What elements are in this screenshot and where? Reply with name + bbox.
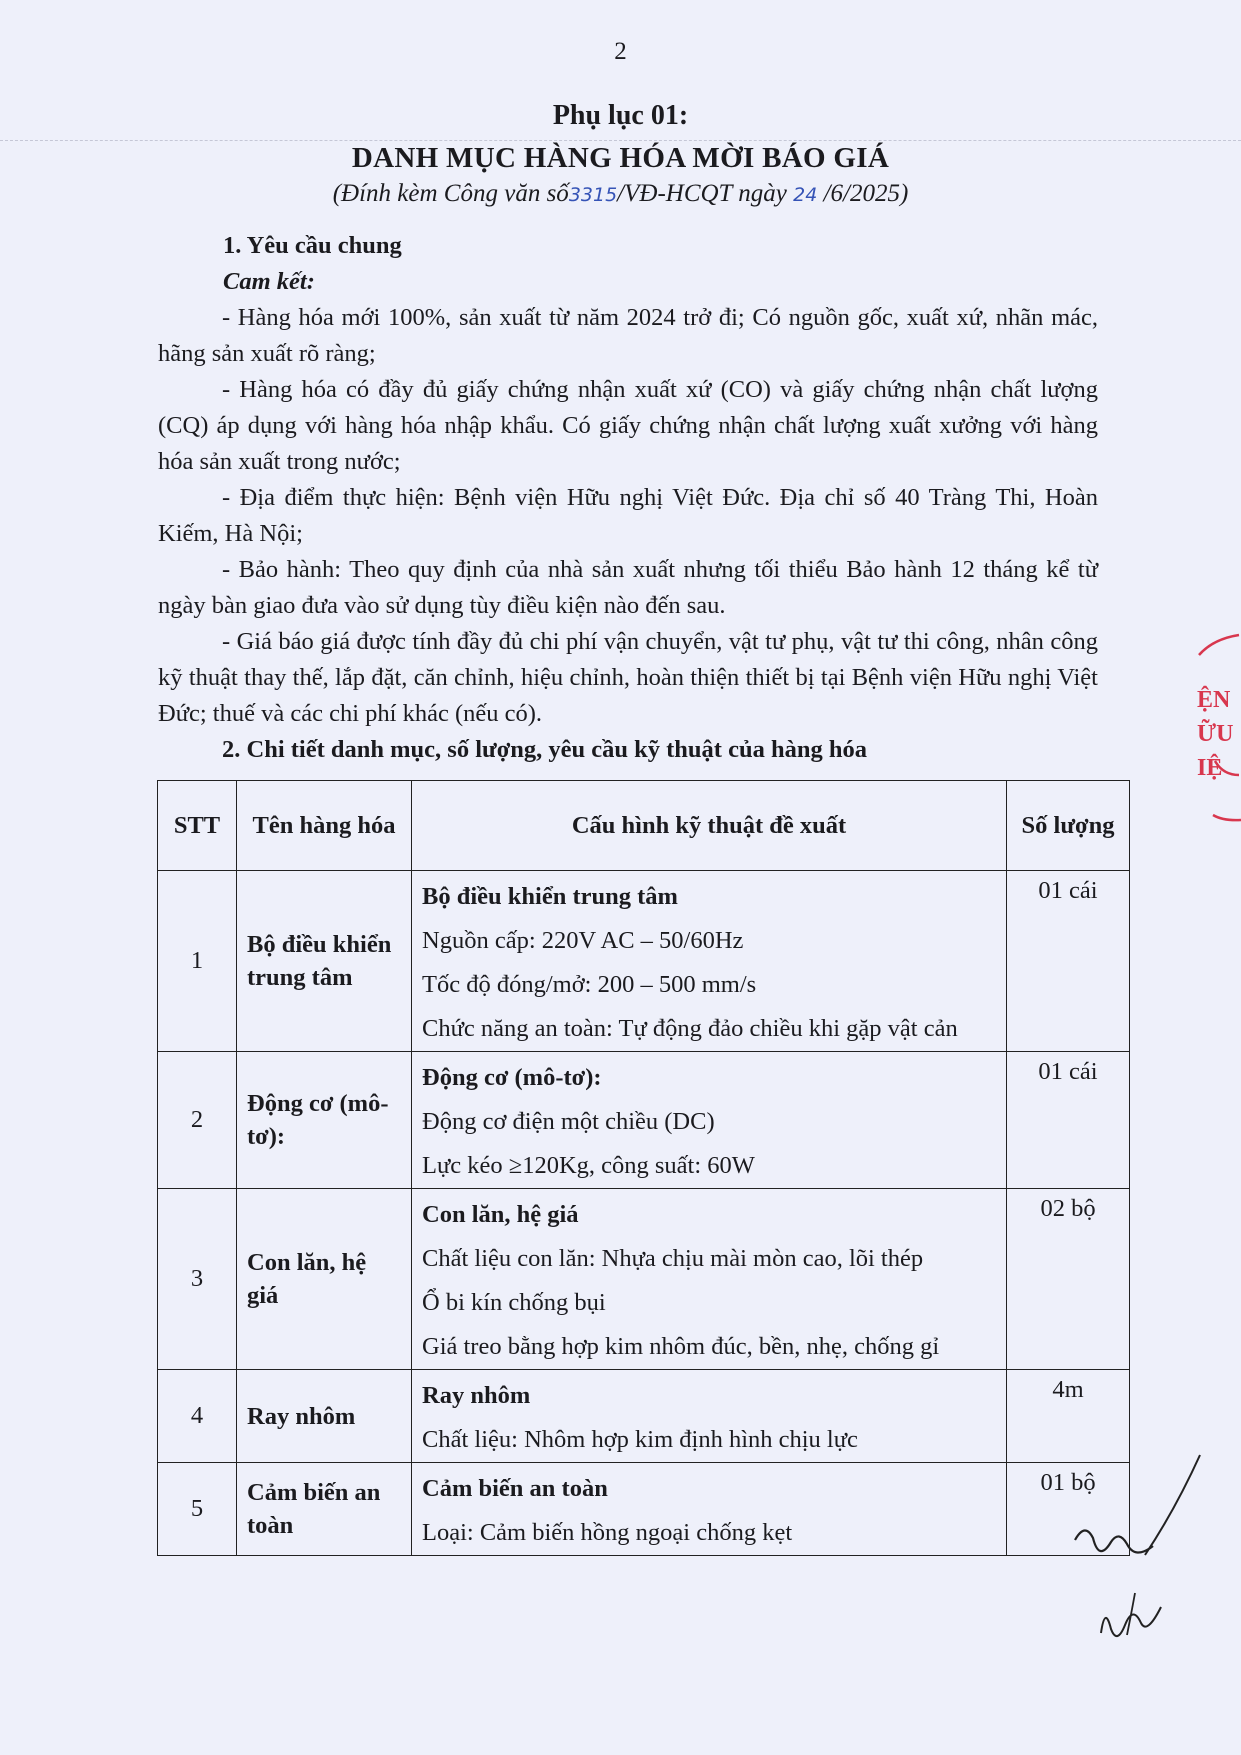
seal-text-line: IỆ [1197, 755, 1223, 781]
row-stt: 3 [158, 1189, 237, 1370]
row-name: Con lăn, hệ giá [237, 1189, 412, 1370]
spec-line: Tốc độ đóng/mở: 200 – 500 mm/s [422, 971, 757, 998]
paragraph-2: - Hàng hóa có đầy đủ giấy chứng nhận xuất xứ (CO) và giấy chứng nhận chất lượng (CQ) áp dụng với hàng hóa nhập khẩu. Có giấy chứng nhận chất lượng xuất xưởng với hàng hóa sản xuất trong nước; [158, 376, 1098, 475]
row-name: Cảm biến an toàn [237, 1463, 412, 1556]
spec-line: Động cơ điện một chiều (DC) [422, 1108, 715, 1135]
attach-suffix: /6/2025) [817, 180, 909, 207]
header-qty: Số lượng [1007, 781, 1130, 871]
spec-title: Con lăn, hệ giá [422, 1201, 579, 1228]
table-row [158, 1370, 1130, 1463]
spec-title: Cảm biến an toàn [422, 1475, 608, 1502]
spec-line: Loại: Cảm biến hồng ngoại chống kẹt [422, 1519, 793, 1546]
scan-rule [0, 140, 1241, 141]
row-qty: 02 bộ [1007, 1189, 1130, 1370]
row-spec [412, 1052, 1007, 1189]
section-1 [158, 228, 1098, 768]
attachment-reference [0, 180, 1241, 208]
row-stt: 1 [158, 871, 237, 1052]
table-row [158, 871, 1130, 1052]
header-spec: Cấu hình kỹ thuật đề xuất [412, 781, 1007, 871]
handwritten-day: 24 [793, 184, 818, 206]
spec-line: Chất liệu con lăn: Nhựa chịu mài mòn cao, lõi thép [422, 1245, 924, 1272]
page-number: 2 [614, 38, 627, 65]
seal-text-line: ỆN [1197, 687, 1231, 713]
table-header-row [158, 781, 1130, 871]
red-seal-stamp [1193, 625, 1241, 835]
spec-line: Nguồn cấp: 220V AC – 50/60Hz [422, 927, 744, 954]
paragraph-5: - Giá báo giá được tính đầy đủ chi phí vận chuyển, vật tư phụ, vật tư thi công, nhân công kỹ thuật thay thế, lắp đặt, căn chỉnh, hiệu chỉnh, hoàn thiện thiết bị tại Bệnh viện Hữu nghị Việt Đức; thuế và các chi phí khác (nếu có). [158, 628, 1098, 727]
spec-title: Động cơ (mô-tơ): [422, 1064, 602, 1091]
header-name: Tên hàng hóa [237, 781, 412, 871]
header-stt: STT [158, 781, 237, 871]
row-spec [412, 871, 1007, 1052]
spec-line: Lực kéo ≥120Kg, công suất: 60W [422, 1152, 755, 1179]
table-row [158, 1463, 1130, 1556]
row-stt: 5 [158, 1463, 237, 1556]
spec-title: Ray nhôm [422, 1382, 531, 1409]
appendix-title: Phụ lục 01: [552, 100, 689, 131]
spec-line: Giá treo bằng hợp kim nhôm đúc, bền, nhẹ, chống gỉ [422, 1333, 940, 1360]
row-qty: 01 cái [1007, 1052, 1130, 1189]
table-row [158, 1052, 1130, 1189]
spec-line: Chức năng an toàn: Tự động đảo chiều khi gặp vật cản [422, 1015, 958, 1042]
commit-label: Cam kết: [223, 268, 315, 295]
row-name: Bộ điều khiển trung tâm [237, 871, 412, 1052]
section-2-heading: 2. Chi tiết danh mục, số lượng, yêu cầu kỹ thuật của hàng hóa [222, 736, 867, 763]
signature-initials-2 [1095, 1585, 1165, 1645]
table-row [158, 1189, 1130, 1370]
row-qty: 01 bộ [1007, 1463, 1130, 1556]
row-spec [412, 1370, 1007, 1463]
row-qty: 4m [1007, 1370, 1130, 1463]
items-table [157, 780, 1130, 1556]
signature-initials [1065, 1450, 1215, 1570]
spec-line: Ổ bi kín chống bụi [422, 1289, 606, 1316]
row-name: Động cơ (mô-tơ): [237, 1052, 412, 1189]
row-spec [412, 1189, 1007, 1370]
paragraph-3: - Địa điểm thực hiện: Bệnh viện Hữu nghị Việt Đức. Địa chỉ số 40 Tràng Thi, Hoàn Kiếm, Hà Nội; [158, 484, 1098, 547]
section-1-heading: 1. Yêu cầu chung [223, 232, 402, 259]
spec-line: Chất liệu: Nhôm hợp kim định hình chịu lực [422, 1426, 858, 1453]
handwritten-doc-number: 3315 [568, 184, 618, 206]
row-stt: 2 [158, 1052, 237, 1189]
row-qty: 01 cái [1007, 871, 1130, 1052]
attach-prefix: (Đính kèm Công văn số [332, 180, 569, 207]
spec-title: Bộ điều khiển trung tâm [422, 883, 678, 910]
attach-middle: /VĐ-HCQT ngày [617, 180, 794, 207]
row-stt: 4 [158, 1370, 237, 1463]
document-title: DANH MỤC HÀNG HÓA MỜI BÁO GIÁ [351, 142, 890, 174]
row-name: Ray nhôm [237, 1370, 412, 1463]
paragraph-4: - Bảo hành: Theo quy định của nhà sản xuất nhưng tối thiểu Bảo hành 12 tháng kể từ ngày bàn giao đưa vào sử dụng tùy điều kiện nào đến sau. [158, 556, 1098, 619]
row-spec [412, 1463, 1007, 1556]
paragraph-1: - Hàng hóa mới 100%, sản xuất từ năm 2024 trở đi; Có nguồn gốc, xuất xứ, nhãn mác, hãng sản xuất rõ ràng; [158, 304, 1098, 367]
seal-text-line: ỮU [1197, 721, 1234, 747]
